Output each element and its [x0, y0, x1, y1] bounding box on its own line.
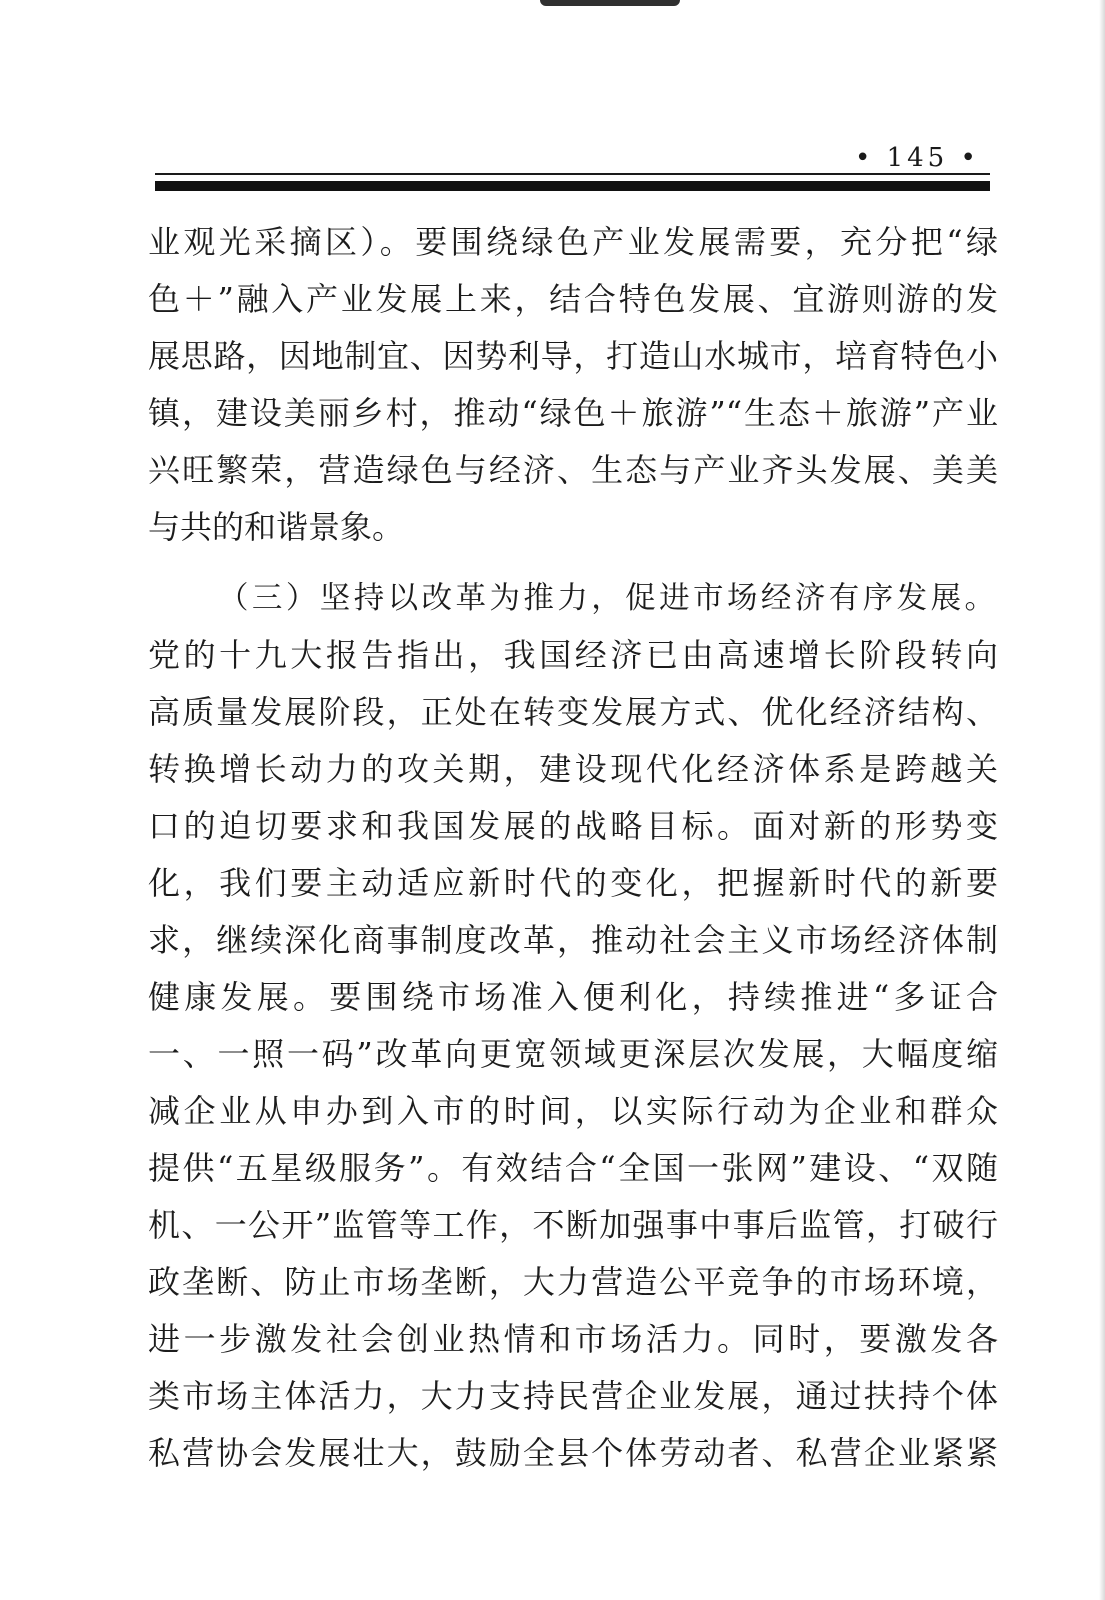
text-line: 健康发展。要围绕市场准入便利化，持续推进“多证合 [148, 978, 998, 1016]
text-line: 镇，建设美丽乡村，推动“绿色＋旅游”“生态＋旅游”产业 [148, 394, 998, 432]
text-line: 提供“五星级服务”。有效结合“全国一张网”建设、“双随 [148, 1149, 998, 1187]
section-heading: （三）坚持以改革为推力，促进市场经济有序发展。 [218, 581, 998, 616]
text-line: 业观光采摘区）。要围绕绿色产业发展需要，充分把“绿 [148, 223, 998, 261]
text-line: 进一步激发社会创业热情和市场活力。同时，要激发各 [148, 1320, 998, 1358]
header-rule-thin [155, 173, 990, 175]
text-line: 与共的和谐景象。 [148, 508, 405, 546]
text-line: 转换增长动力的攻关期，建设现代化经济体系是跨越关 [148, 750, 998, 788]
header-rule-thick [155, 181, 990, 191]
text-line: 机、一公开”监管等工作，不断加强事中事后监管，打破行 [148, 1206, 998, 1244]
text-line: 私营协会发展壮大，鼓励全县个体劳动者、私营企业紧紧 [148, 1434, 998, 1472]
text-line: 高质量发展阶段，正处在转变发展方式、优化经济结构、 [148, 693, 998, 731]
text-line: 求，继续深化商事制度改革，推动社会主义市场经济体制 [148, 921, 998, 959]
page-number: • 145 • [855, 143, 980, 173]
scan-shadow [540, 0, 680, 6]
text-line: 类市场主体活力，大力支持民营企业发展，通过扶持个体 [148, 1377, 998, 1415]
text-line: 化，我们要主动适应新时代的变化，把握新时代的新要 [148, 864, 998, 902]
text-line: 口的迫切要求和我国发展的战略目标。面对新的形势变 [148, 807, 998, 845]
text-line: 色＋”融入产业发展上来，结合特色发展、宜游则游的发 [148, 280, 998, 318]
text-line: 一、一照一码”改革向更宽领域更深层次发展，大幅度缩 [148, 1035, 998, 1073]
text-line: 党的十九大报告指出，我国经济已由高速增长阶段转向 [148, 636, 998, 674]
text-line: 政垄断、防止市场垄断，大力营造公平竞争的市场环境， [148, 1263, 998, 1301]
text-line: 兴旺繁荣，营造绿色与经济、生态与产业齐头发展、美美 [148, 451, 998, 489]
text-line: 减企业从申办到入市的时间，以实际行动为企业和群众 [148, 1092, 998, 1130]
body-text [148, 214, 998, 1482]
page-edge [1099, 0, 1105, 1600]
text-line: 展思路，因地制宜、因势利导，打造山水城市，培育特色小 [148, 337, 998, 375]
